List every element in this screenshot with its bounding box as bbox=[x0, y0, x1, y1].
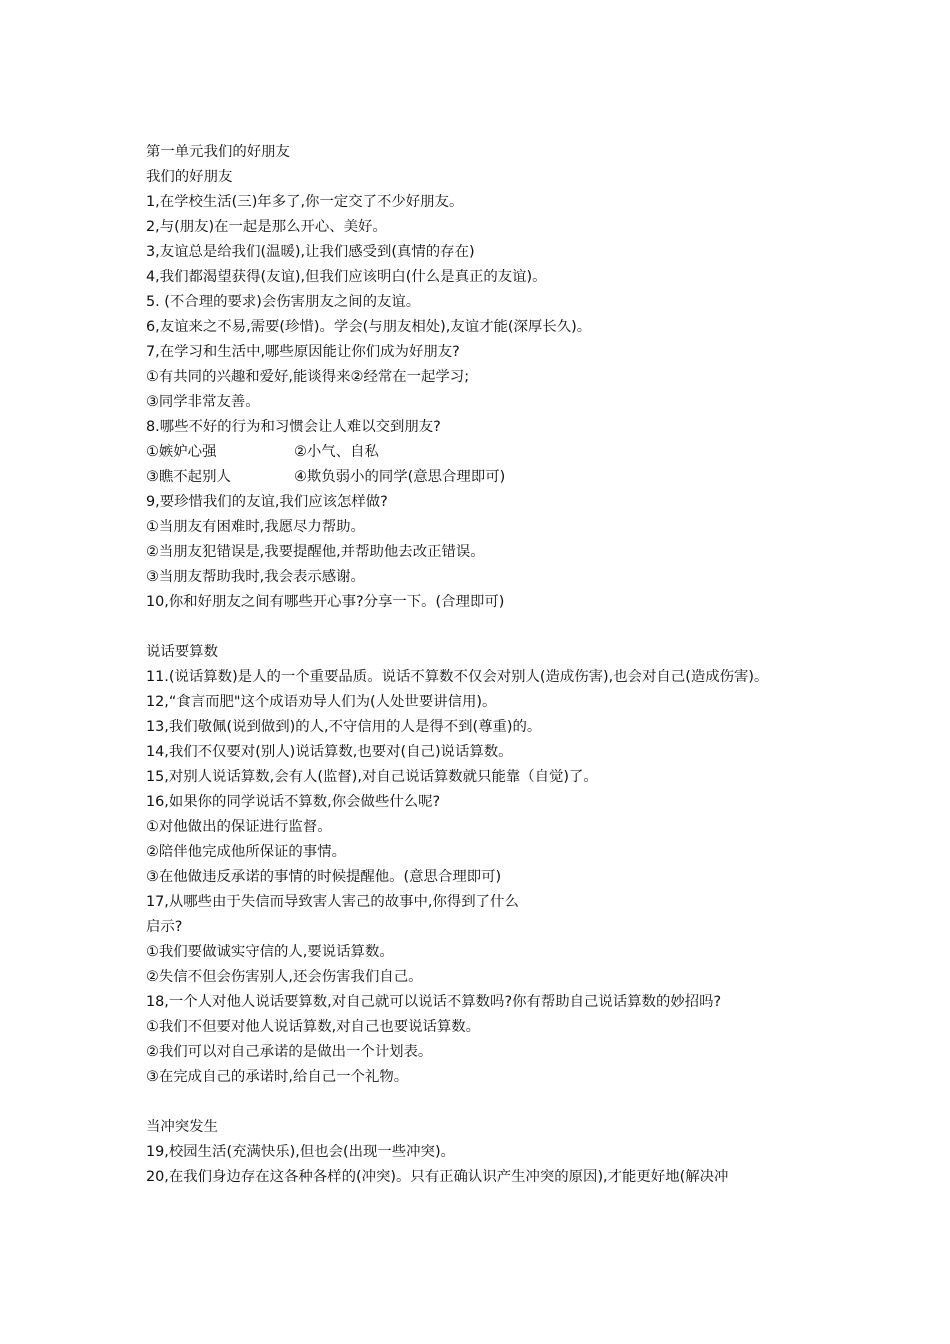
text-line: 6,友谊来之不易,需要(珍惜)。学会(与朋友相处),友谊才能(深厚长久)。 bbox=[146, 319, 592, 335]
text-line: ②陪伴他完成他所保证的事情。 bbox=[146, 844, 346, 860]
text-line: 10,你和好朋友之间有哪些开心事?分享一下。(合理即可) bbox=[146, 594, 505, 610]
unit-title: 第一单元我们的好朋友 bbox=[146, 144, 290, 160]
text-line: 3,友谊总是给我们(温暖),让我们感受到(真情的存在) bbox=[146, 244, 475, 260]
section-heading-good-friends: 我们的好朋友 bbox=[146, 169, 233, 185]
text-line: ①当朋友有困难时,我愿尽力帮助。 bbox=[146, 519, 365, 535]
text-line: 12,“食言而肥"这个成语劝导人们为(人处世要讲信用)。 bbox=[146, 694, 497, 710]
text-line: ①对他做出的保证进行监督。 bbox=[146, 819, 332, 835]
text-line: 4,我们都渴望获得(友谊),但我们应该明白(什么是真正的友谊)。 bbox=[146, 269, 547, 285]
text-line: ①有共同的兴趣和爱好,能谈得来②经常在一起学习; bbox=[146, 369, 470, 385]
text-line: ①我们不但要对他人说话算数,对自己也要说话算数。 bbox=[146, 1019, 481, 1035]
answer-cell: ④欺负弱小的同学(意思合理即可) bbox=[294, 469, 506, 485]
answer-row bbox=[146, 465, 816, 490]
text-line: 19,校园生活(充满快乐),但也会(出现一些冲突)。 bbox=[146, 1144, 455, 1160]
text-line: 14,我们不仅要对(别人)说话算数,也要对(自己)说话算数。 bbox=[146, 744, 513, 760]
text-line: ①我们要做诚实守信的人,要说话算数。 bbox=[146, 944, 394, 960]
text-line: ③在完成自己的承诺时,给自己一个礼物。 bbox=[146, 1069, 409, 1085]
text-line: ②当朋友犯错误是,我要提醒他,并帮助他去改正错误。 bbox=[146, 544, 485, 560]
text-line: 17,从哪些由于失信而导致害人害己的故事中,你得到了什么 bbox=[146, 894, 519, 910]
text-line: 8.哪些不好的行为和习惯会让人难以交到朋友? bbox=[146, 419, 441, 435]
answer-row bbox=[146, 440, 816, 465]
section-heading-keep-promises: 说话要算数 bbox=[146, 644, 218, 660]
text-line: ③当朋友帮助我时,我会表示感谢。 bbox=[146, 569, 365, 585]
text-line: 11.(说话算数)是人的一个重要品质。说话不算数不仅会对别人(造成伤害),也会对自己(造成伤害)。 bbox=[146, 669, 769, 685]
text-line: ②失信不但会伤害别人,还会伤害我们自己。 bbox=[146, 969, 423, 985]
text-line: 9,要珍惜我们的友谊,我们应该怎样做? bbox=[146, 494, 388, 510]
text-line: 2,与(朋友)在一起是那么开心、美好。 bbox=[146, 219, 387, 235]
text-line: 1,在学校生活(三)年多了,你一定交了不少好朋友。 bbox=[146, 194, 464, 210]
document-page bbox=[146, 140, 816, 1190]
text-line: 5. (不合理的要求)会伤害朋友之间的友谊。 bbox=[146, 294, 421, 310]
text-line: 15,对别人说话算数,会有人(监督),对自己说话算数就只能靠（自觉)了。 bbox=[146, 769, 598, 785]
answer-cell: ①嫉妒心强 bbox=[146, 444, 217, 460]
section-gap bbox=[146, 1090, 816, 1115]
text-line: 18,一个人对他人说话要算数,对自己就可以说话不算数吗?你有帮助自己说话算数的妙招吗? bbox=[146, 994, 722, 1010]
text-line: ②我们可以对自己承诺的是做出一个计划表。 bbox=[146, 1044, 433, 1060]
answer-cell: ②小气、自私 bbox=[294, 444, 379, 460]
text-line: 16,如果你的同学说话不算数,你会做些什么呢? bbox=[146, 794, 441, 810]
text-line: ③同学非常友善。 bbox=[146, 394, 260, 410]
text-line: 13,我们敬佩(说到做到)的人,不守信用的人是得不到(尊重)的。 bbox=[146, 719, 542, 735]
text-line: 启示? bbox=[146, 919, 183, 935]
text-line: ③在他做违反承诺的事情的时候提醒他。(意思合理即可) bbox=[146, 869, 502, 885]
answer-cell: ③瞧不起别人 bbox=[146, 469, 231, 485]
section-heading-conflict: 当冲突发生 bbox=[146, 1119, 218, 1135]
text-line: 7,在学习和生活中,哪些原因能让你们成为好朋友? bbox=[146, 344, 460, 360]
section-gap bbox=[146, 615, 816, 640]
text-line: 20,在我们身边存在这各种各样的(冲突)。只有正确认识产生冲突的原因),才能更好地(解决冲 bbox=[146, 1169, 729, 1185]
